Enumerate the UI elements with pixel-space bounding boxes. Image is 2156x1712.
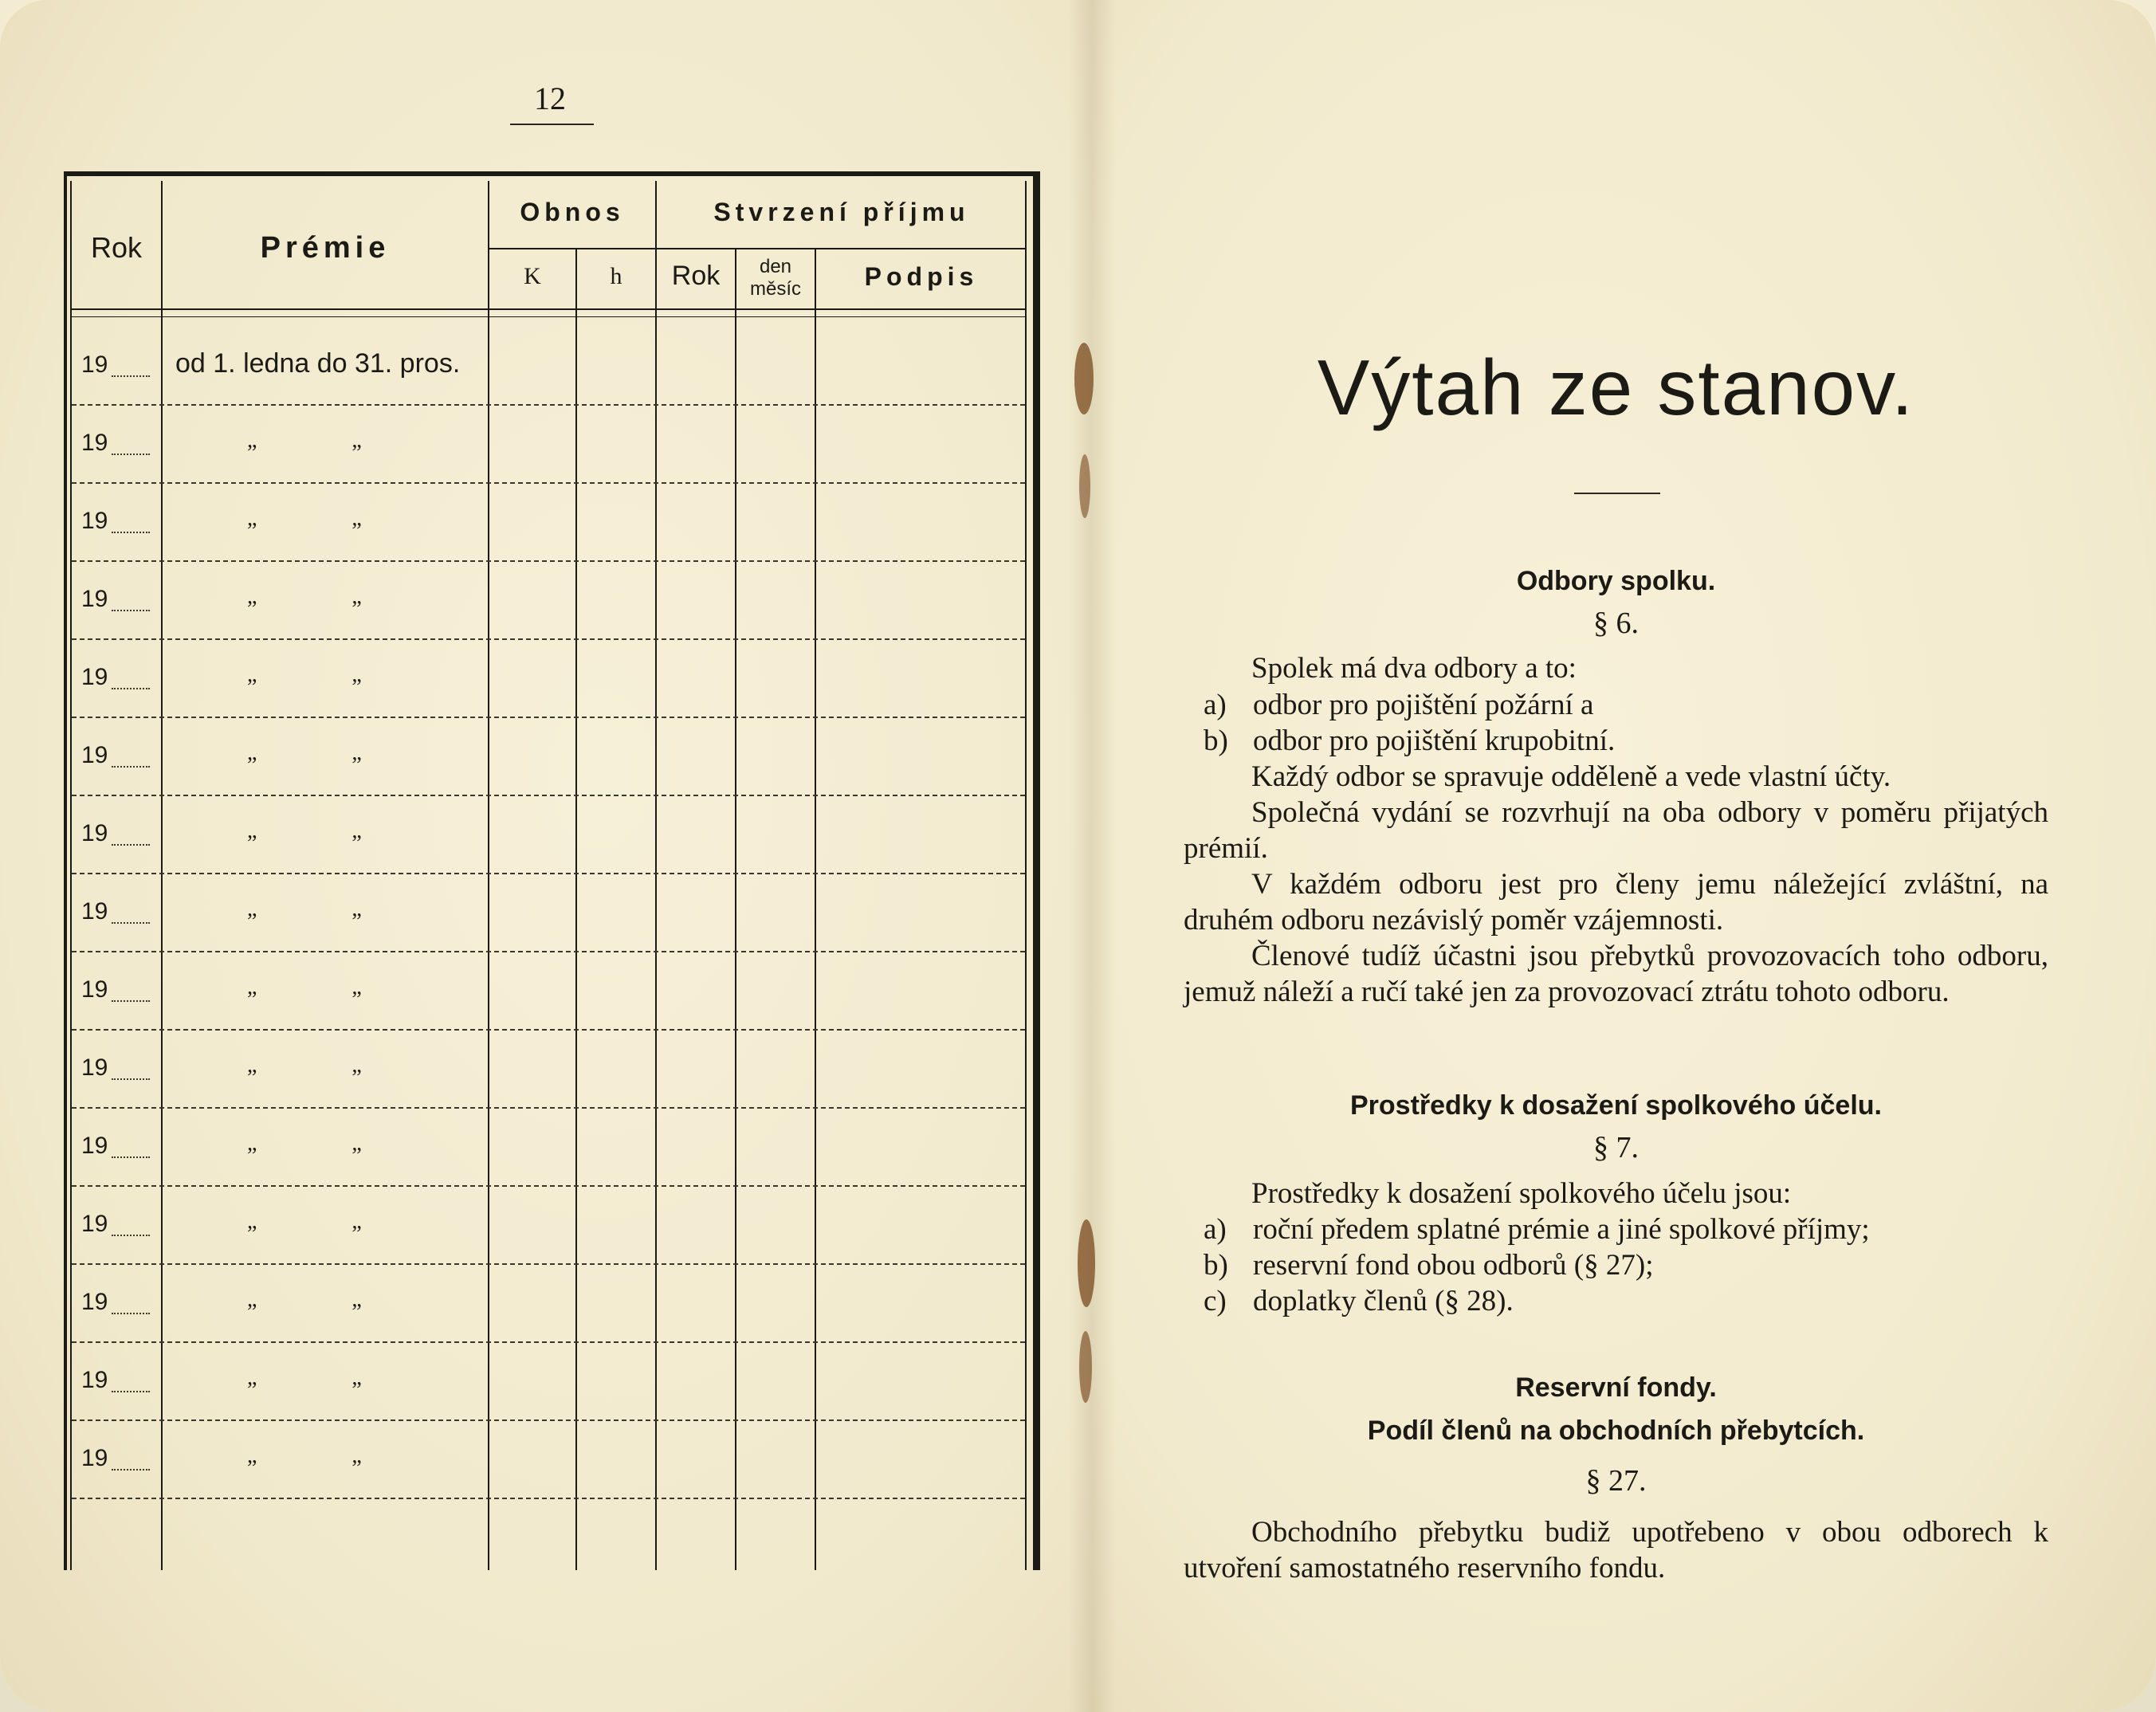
row-year: 19 xyxy=(81,430,108,456)
header-stvrzeni-prijmu: Stvrzení příjmu xyxy=(713,198,970,226)
year-fill-leader xyxy=(112,922,150,924)
section1-paragraph-3: V každém odboru jest pro členy jemu náležející zvláštní, na druhém odboru nezávislý poměr vzájemnosti. xyxy=(1184,868,2048,936)
row-year: 19 xyxy=(81,976,108,1003)
row-separator xyxy=(72,873,1025,874)
title-rule xyxy=(1574,493,1660,494)
year-fill-leader xyxy=(112,1469,150,1471)
row-year: 19 xyxy=(81,1289,108,1315)
section3-paragraph-1: Obchodního přebytku budiž upotřebeno v obou odborech k utvoření samostatného reservního fondu. xyxy=(1184,1516,2048,1584)
header-rok: Rok xyxy=(90,231,143,264)
col-line-premie xyxy=(488,181,489,1570)
row-separator xyxy=(72,1498,1025,1499)
premium-ledger-table xyxy=(64,171,1040,1570)
header-h: h xyxy=(610,263,622,289)
section1-intro: Spolek má dva odbory a to: xyxy=(1251,652,1577,685)
row-year: 19 xyxy=(81,1054,108,1081)
row-premie-ditto: „ „ xyxy=(247,428,373,453)
row-year: 19 xyxy=(81,586,108,612)
section1-item-b xyxy=(1204,723,2048,759)
row-year: 19 xyxy=(81,664,108,690)
row-separator xyxy=(72,404,1025,406)
row-separator xyxy=(72,1341,1025,1343)
row-premie-ditto: „ „ xyxy=(247,1053,373,1078)
row-premie-ditto: „ „ xyxy=(247,1365,373,1390)
item-label: a) xyxy=(1204,1213,1227,1246)
item-text: reservní fond obou odborů (§ 27); xyxy=(1253,1249,1654,1282)
row-separator xyxy=(72,1185,1025,1187)
row-premie-ditto: „ „ xyxy=(247,1287,373,1312)
row-premie-ditto: „ „ xyxy=(247,1443,373,1468)
year-fill-leader xyxy=(112,1156,150,1158)
row-separator xyxy=(72,1107,1025,1109)
year-fill-leader xyxy=(112,375,150,377)
page-number: 12 xyxy=(534,80,566,116)
section2-item-c xyxy=(1204,1283,2048,1319)
header-stv-rok: Rok xyxy=(671,261,721,291)
row-year: 19 xyxy=(81,508,108,534)
row-premie-ditto: „ „ xyxy=(247,1209,373,1234)
item-text: odbor pro pojištění krupobitní. xyxy=(1253,724,1616,757)
year-fill-leader xyxy=(112,844,150,846)
item-label: c) xyxy=(1204,1285,1227,1317)
section1-paragraph-4: Členové tudíž účastni jsou přebytků provozovacích toho odboru, jemuž náleží a ručí také jen za provozovací ztrátu tohoto odboru. xyxy=(1184,940,2048,1008)
paragraph-sign-7: § 7. xyxy=(1593,1131,1639,1164)
year-fill-leader xyxy=(112,454,150,455)
page-number-rule xyxy=(510,124,594,125)
paragraph-sign-27: § 27. xyxy=(1585,1464,1647,1498)
row-premie-ditto: „ „ xyxy=(247,819,373,843)
header-subrule xyxy=(488,248,1027,249)
page-title: Výtah ze stanov. xyxy=(1317,344,1915,431)
row-separator xyxy=(72,560,1025,562)
row-separator xyxy=(72,1029,1025,1031)
row-year: 19 xyxy=(81,742,108,768)
row-premie-ditto: „ „ xyxy=(247,740,373,765)
header-premie: Prémie xyxy=(260,231,391,265)
year-fill-leader xyxy=(112,532,150,533)
year-fill-leader xyxy=(112,610,150,611)
row-premie-ditto: „ „ xyxy=(247,975,373,999)
item-label: b) xyxy=(1204,724,1228,757)
year-fill-leader xyxy=(112,1078,150,1080)
header-podpis: Podpis xyxy=(864,262,979,291)
row-year: 19 xyxy=(81,1367,108,1393)
row-premie-period: od 1. ledna do 31. pros. xyxy=(175,348,461,379)
col-line-obnos xyxy=(655,181,657,1570)
section2-intro: Prostředky k dosažení spolkového účelu jsou: xyxy=(1251,1177,1792,1210)
item-text: roční předem splatné prémie a jiné spolkové příjmy; xyxy=(1253,1213,1870,1246)
header-den: den xyxy=(759,256,792,277)
col-line-k xyxy=(575,249,577,1570)
row-year: 19 xyxy=(81,351,108,378)
year-fill-leader xyxy=(112,688,150,689)
binding-gutter xyxy=(1068,0,1116,1712)
table-inner-frame xyxy=(70,181,1027,1570)
header-mesic: měsíc xyxy=(749,278,801,300)
item-text: doplatky členů (§ 28). xyxy=(1253,1285,1514,1317)
col-line-den xyxy=(815,249,816,1570)
year-fill-leader xyxy=(112,1235,150,1236)
row-premie-ditto: „ „ xyxy=(247,897,373,921)
section1-item-a xyxy=(1204,687,2048,723)
row-year: 19 xyxy=(81,898,108,925)
header-k: K xyxy=(524,263,541,289)
row-separator xyxy=(72,951,1025,952)
row-separator xyxy=(72,795,1025,796)
staple-stain-top xyxy=(1074,343,1094,414)
row-year: 19 xyxy=(81,1445,108,1471)
section1-paragraph-2: Společná vydání se rozvrhují na oba odbory v poměru přijatých prémií. xyxy=(1184,796,2048,865)
col-line-stv-rok xyxy=(735,249,736,1570)
section-heading-odbory: Odbory spolku. xyxy=(1516,566,1716,596)
item-text: odbor pro pojištění požární a xyxy=(1253,689,1594,721)
row-premie-ditto: „ „ xyxy=(247,662,373,687)
section1-paragraph-1: Každý odbor se spravuje odděleně a vede vlastní účty. xyxy=(1251,760,1891,793)
section2-item-a xyxy=(1204,1211,2048,1247)
staple-stain-top-lower xyxy=(1079,454,1090,518)
col-line-rok xyxy=(161,181,163,1570)
row-year: 19 xyxy=(81,1211,108,1237)
row-separator xyxy=(72,1419,1025,1421)
year-fill-leader xyxy=(112,1313,150,1314)
row-separator xyxy=(72,1263,1025,1265)
year-fill-leader xyxy=(112,766,150,768)
row-separator xyxy=(72,638,1025,640)
row-year: 19 xyxy=(81,1133,108,1159)
row-separator xyxy=(72,482,1025,484)
row-premie-ditto: „ „ xyxy=(247,1131,373,1156)
row-separator xyxy=(72,717,1025,718)
paragraph-sign-6: § 6. xyxy=(1593,607,1639,640)
section-heading-reservni-fondy: Reservní fondy. xyxy=(1515,1372,1717,1403)
section-heading-podil-clenu: Podíl členů na obchodních přebytcích. xyxy=(1367,1416,1865,1446)
year-fill-leader xyxy=(112,1391,150,1392)
item-label: a) xyxy=(1204,689,1227,721)
header-bottom-rule-2 xyxy=(72,316,1025,317)
row-premie-ditto: „ „ xyxy=(247,584,373,609)
header-bottom-rule xyxy=(72,308,1025,310)
staple-stain-bottom xyxy=(1078,1219,1095,1307)
year-fill-leader xyxy=(112,1000,150,1002)
section-heading-prostredky: Prostředky k dosažení spolkového účelu. xyxy=(1350,1090,1882,1121)
item-label: b) xyxy=(1204,1249,1228,1282)
row-premie-ditto: „ „ xyxy=(247,506,373,531)
header-obnos: Obnos xyxy=(520,198,625,226)
staple-stain-bottom-lower xyxy=(1079,1331,1092,1403)
section2-item-b xyxy=(1204,1247,2048,1283)
row-year: 19 xyxy=(81,820,108,846)
